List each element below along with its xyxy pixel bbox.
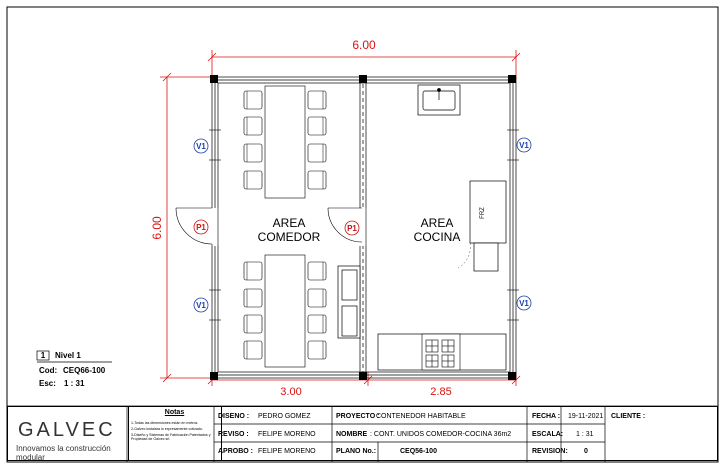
window-tag-label: V1 xyxy=(196,142,206,151)
fecha-value: 19-11-2021 xyxy=(568,413,604,420)
scale-value: 1 : 31 xyxy=(64,379,85,388)
window-tag-label: V1 xyxy=(196,301,206,310)
reviso-value: FELIPE MORENO xyxy=(258,431,316,438)
fecha-label: FECHA : xyxy=(532,413,561,420)
title-block xyxy=(7,406,718,461)
notes-section xyxy=(128,407,222,460)
nombre-label: NOMBRE xyxy=(336,431,368,438)
diseno-label: DISEÑO : xyxy=(218,413,250,420)
kitchen-sink xyxy=(418,85,460,115)
dim-bottom-right-label: 2.85 xyxy=(430,386,452,398)
escala-value: 1 : 31 xyxy=(576,431,594,438)
dim-bottom-left-label: 3.00 xyxy=(280,386,302,398)
note-item: 2-Galvec instalara lo expresamente cotizado. xyxy=(131,427,203,431)
refrigerator xyxy=(470,181,506,271)
code-label: Cod: xyxy=(39,366,58,375)
dining-table-bottom xyxy=(265,255,305,367)
plano-label: PLANO No.: xyxy=(336,448,377,455)
dim-top-label: 6.00 xyxy=(352,38,376,52)
door-tag-label: P1 xyxy=(196,223,206,232)
code-value: CEQ66-100 xyxy=(63,366,106,375)
door-tag-label: P1 xyxy=(347,224,357,233)
level-name: Nivel 1 xyxy=(55,351,81,360)
window-tag-v1-left-bottom xyxy=(194,298,208,312)
scale-label: Esc: xyxy=(39,379,56,388)
note-item: 1-Todas las dimensiones están en metros. xyxy=(131,421,199,425)
fridge-door-swing xyxy=(458,243,470,268)
cliente-label: CLIENTE : xyxy=(611,413,646,420)
revision-label: REVISION: xyxy=(532,448,568,455)
stove xyxy=(422,334,460,370)
window-tag-v1-right-bottom xyxy=(517,296,531,310)
level-info xyxy=(37,351,112,388)
note-item: 3-Diseño y Sistemas de Fabricación Patentados y Propiedad de Galvec srl. xyxy=(131,433,211,442)
fridge-label: FRZ xyxy=(480,207,486,219)
dim-left-label: 6.00 xyxy=(150,216,164,240)
door-opening-middle xyxy=(358,208,368,246)
room-label-cocina-line2: COCINA xyxy=(413,230,461,244)
level-number: 1 xyxy=(40,351,46,360)
company-logo xyxy=(8,407,129,460)
window-tag-v1-left-top xyxy=(194,139,208,153)
door-tag-p1-left xyxy=(194,220,208,234)
storage-cabinets xyxy=(338,266,360,338)
plano-value: CEQ56-100 xyxy=(400,448,437,455)
room-label-cocina-line1: AREA xyxy=(420,216,454,230)
proyecto-label: PROYECTO : xyxy=(336,413,380,420)
nombre-value: : CONT. UNIDOS COMEDOR-COCINA 36m2 xyxy=(370,431,512,438)
aprobo-value: FELIPE MORENO xyxy=(258,448,316,455)
escala-label: ESCALA: xyxy=(532,431,564,438)
window-tag-label: V1 xyxy=(519,141,529,150)
dining-table-top xyxy=(265,86,305,198)
room-label-comedor-line1: AREA xyxy=(272,216,306,230)
logo-wordmark: GALVEC xyxy=(18,419,116,441)
company-tagline: Innovamos la construcción modular xyxy=(16,444,111,462)
proyecto-value: CONTENEDOR HABITABLE xyxy=(376,413,466,420)
reviso-label: REVISO : xyxy=(218,431,249,438)
door-opening-left xyxy=(209,208,221,246)
revision-value: 0 xyxy=(584,448,588,455)
diseno-value: PEDRO GOMEZ xyxy=(258,413,311,420)
door-tag-p1-middle xyxy=(345,221,359,235)
aprobo-label: APROBO : xyxy=(218,448,253,455)
notes-title: Notas xyxy=(164,409,185,416)
window-tag-v1-right-top xyxy=(517,138,531,152)
room-label-comedor-line2: COMEDOR xyxy=(257,230,321,244)
window-tag-label: V1 xyxy=(519,299,529,308)
